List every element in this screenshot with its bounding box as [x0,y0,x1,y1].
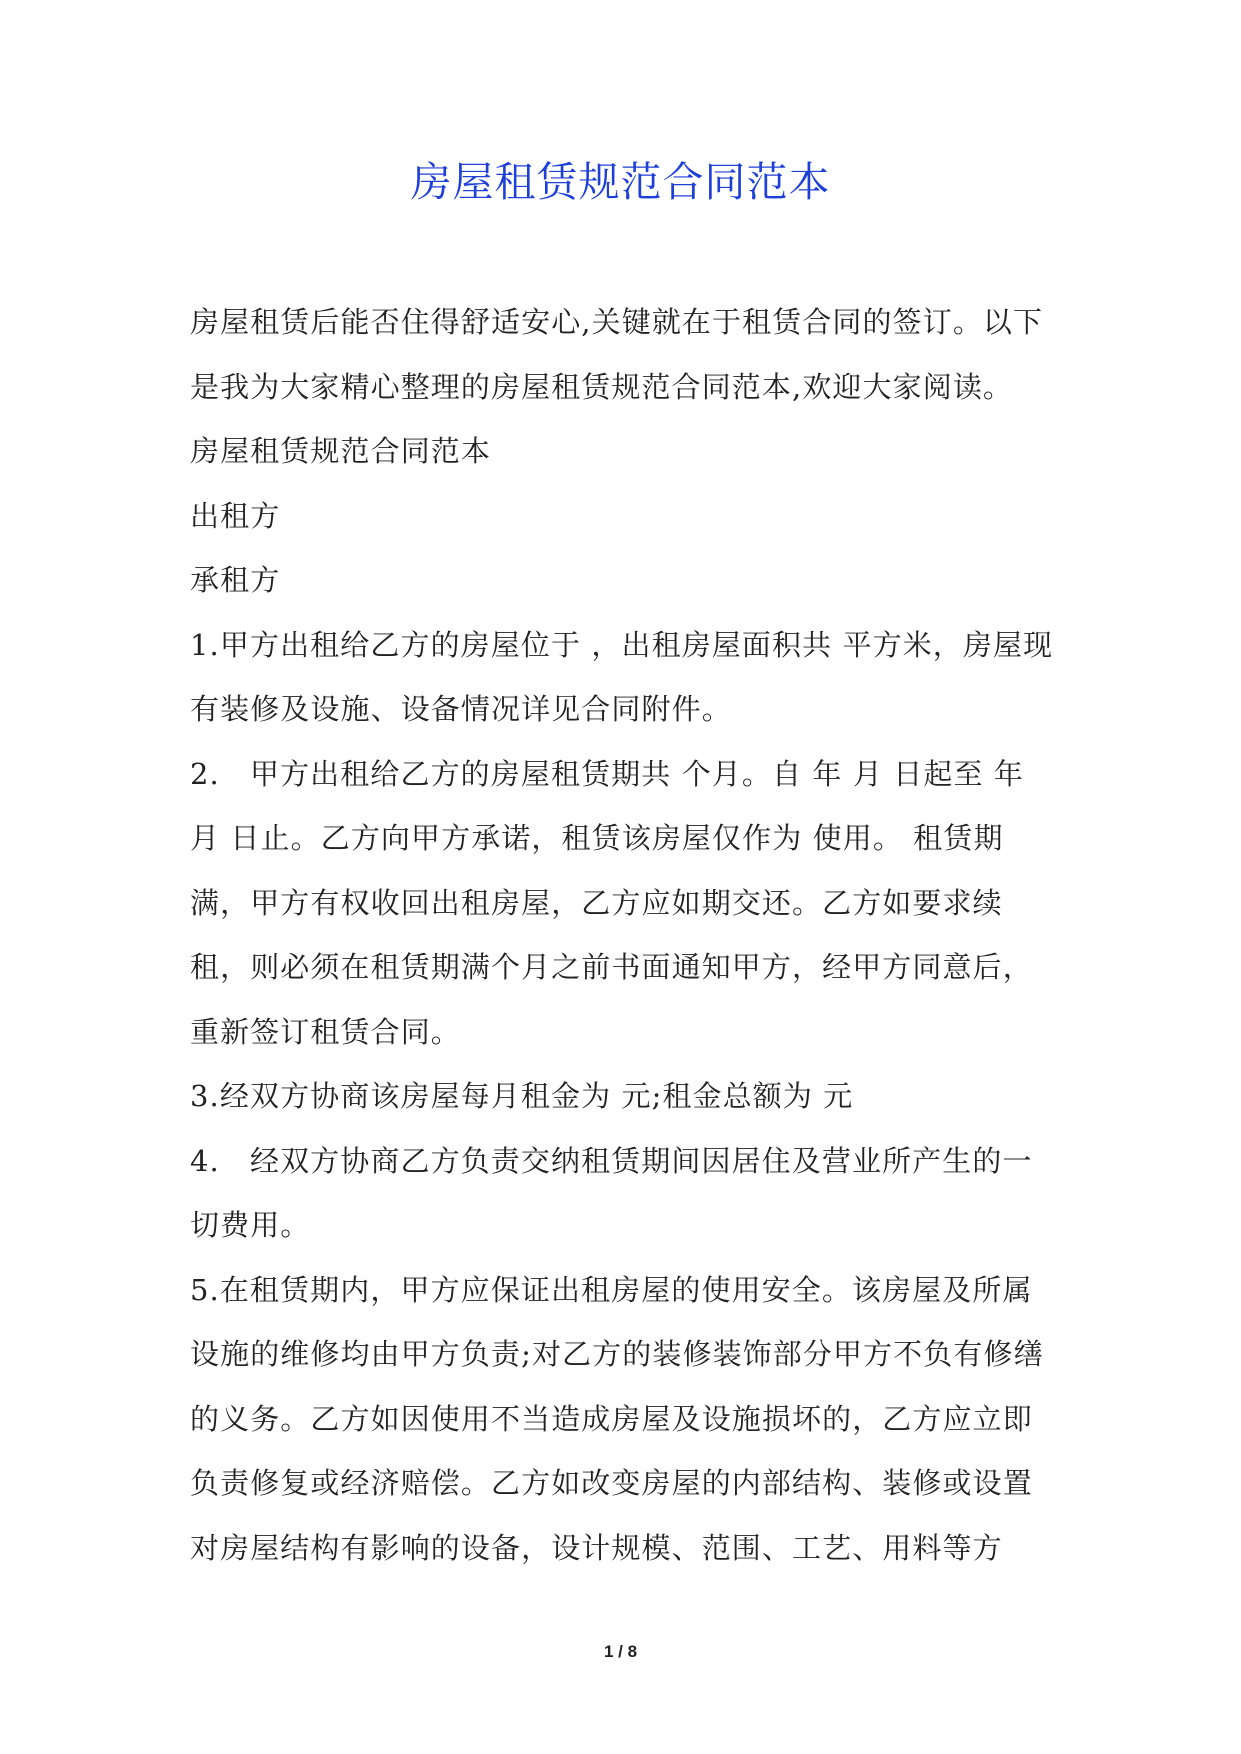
document-title: 房屋租赁规范合同范本 [410,158,831,206]
paragraph-clause-1: 1.甲方出租给乙方的房屋位于 ，出租房屋面积共 平方米，房屋现有装修及设施、设备情况详见合同附件。 [190,627,1054,726]
paragraph-lessor: 出租方 [190,498,281,533]
paragraph-heading: 房屋租赁规范合同范本 [190,434,492,468]
paragraph-lessee: 承租方 [190,563,281,597]
document-body [190,290,1060,1580]
paragraph-clause-4: 4. 经双方协商乙方负责交纳租赁期间因居住及营业所产生的一切费用。 [190,1143,1033,1242]
paragraph-intro: 房屋租赁后能否住得舒适安心,关键就在于租赁合同的签订。以下是我为大家精心整理的房屋租赁规范合同范本,欢迎大家阅读。 [190,305,1044,404]
paragraph-clause-3: 3.经双方协商该房屋每月租金为 元;租金总额为 元 [190,1079,854,1113]
paragraph-clause-2: 2. 甲方出租给乙方的房屋租赁期共 个月。自 年 月 日起至 年 月 日止。乙方向甲方承诺，租赁该房屋仅作为 使用。 租赁期满，甲方有权收回出租房屋，乙方应如期交还。乙方如要求续租，则必须在租赁期满个月之前书面通知甲方，经甲方同意后，重新签订租赁合同。 [190,756,1033,1049]
paragraph-clause-5: 5.在租赁期内，甲方应保证出租房屋的使用安全。该房屋及所属设施的维修均由甲方负责;对乙方的装修装饰部分甲方不负有修缮的义务。乙方如因使用不当造成房屋及设施损坏的，乙方应立即负责修复或经济赔偿。乙方如改变房屋的内部结构、装修或设置对房屋结构有影响的设备，设计规模、范围、工艺、用料等方 [190,1272,1044,1565]
page-number: 1 / 8 [603,1642,638,1661]
